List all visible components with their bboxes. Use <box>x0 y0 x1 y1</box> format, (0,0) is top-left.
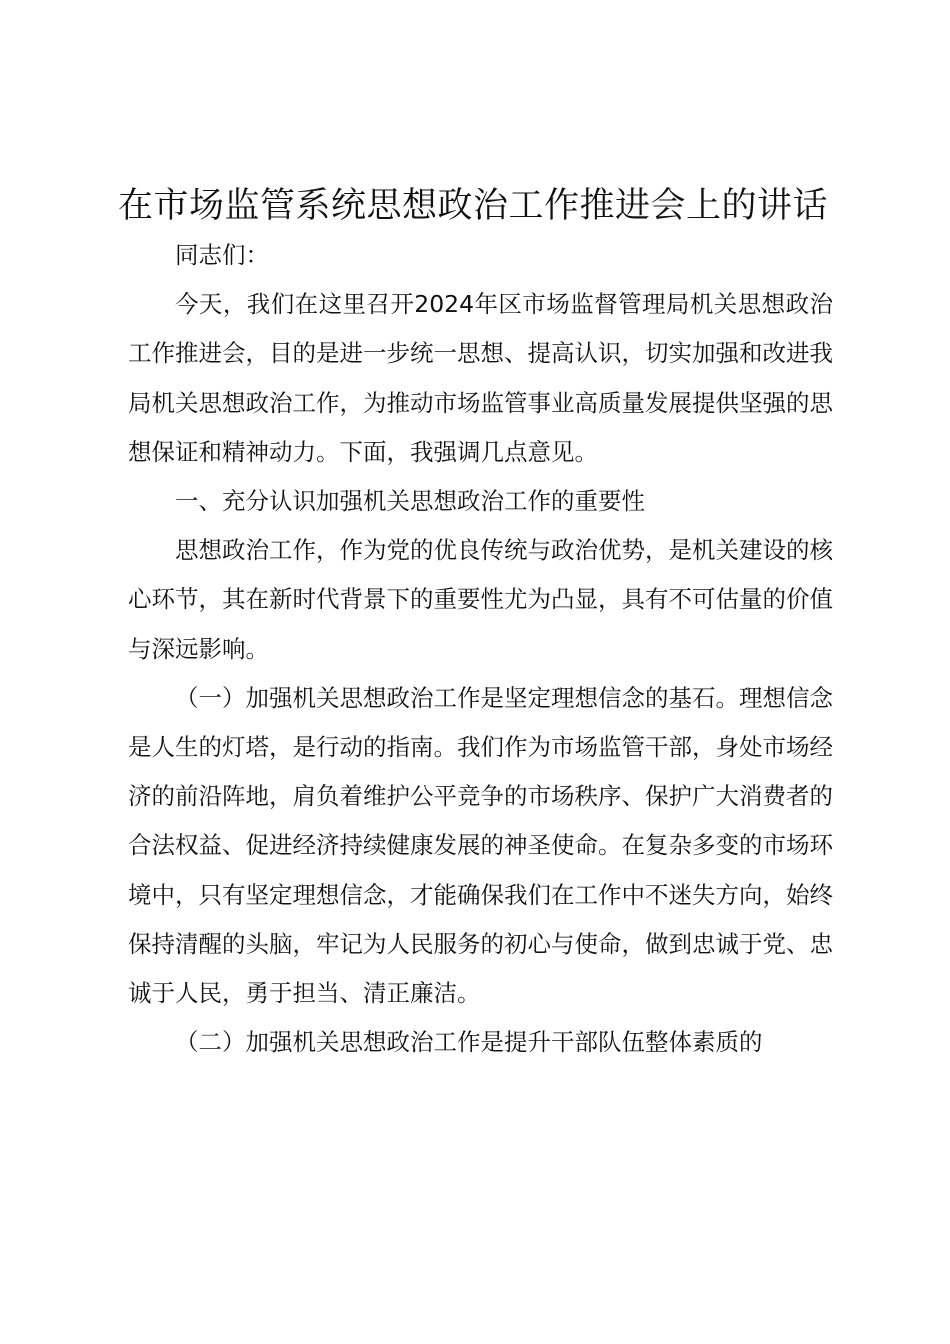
document-title: 在市场监管系统思想政治工作推进会上的讲话 <box>118 186 829 226</box>
subsection-1-paragraph: （一）加强机关思想政治工作是坚定理想信念的基石。理想信念是人生的灯塔，是行动的指南。我们作为市场监管干部，身处市场经济的前沿阵地，肩负着维护公平竞争的市场秩序、保护广大消费者的合法权益、促进经济持续健康发展的神圣使命。在复杂多变的市场环境中，只有坚定理想信念，才能确保我们在工作中不迷失方向，始终保持清醒的头脑，牢记为人民服务的初心与使命，做到忠诚于党、忠诚于人民，勇于担当、清正廉洁。 <box>128 683 833 1008</box>
section-heading-1: 一、充分认识加强机关思想政治工作的重要性 <box>175 487 645 516</box>
section-1-paragraph: 思想政治工作，作为党的优良传统与政治优势，是机关建设的核心环节，其在新时代背景下的重要性尤为凸显，具有不可估量的价值与深远影响。 <box>128 536 833 663</box>
intro-paragraph: 今天，我们在这里召开2024年区市场监督管理局机关思想政治工作推进会，目的是进一步统一思想、提高认识，切实加强和改进我局机关思想政治工作，为推动市场监管事业高质量发展提供坚强的思想保证和精神动力。下面，我强调几点意见。 <box>128 290 833 466</box>
subsection-2-paragraph: （二）加强机关思想政治工作是提升干部队伍整体素质的 <box>175 1028 763 1057</box>
salutation-paragraph: 同志们： <box>175 241 269 269</box>
document-body <box>128 231 833 1067</box>
